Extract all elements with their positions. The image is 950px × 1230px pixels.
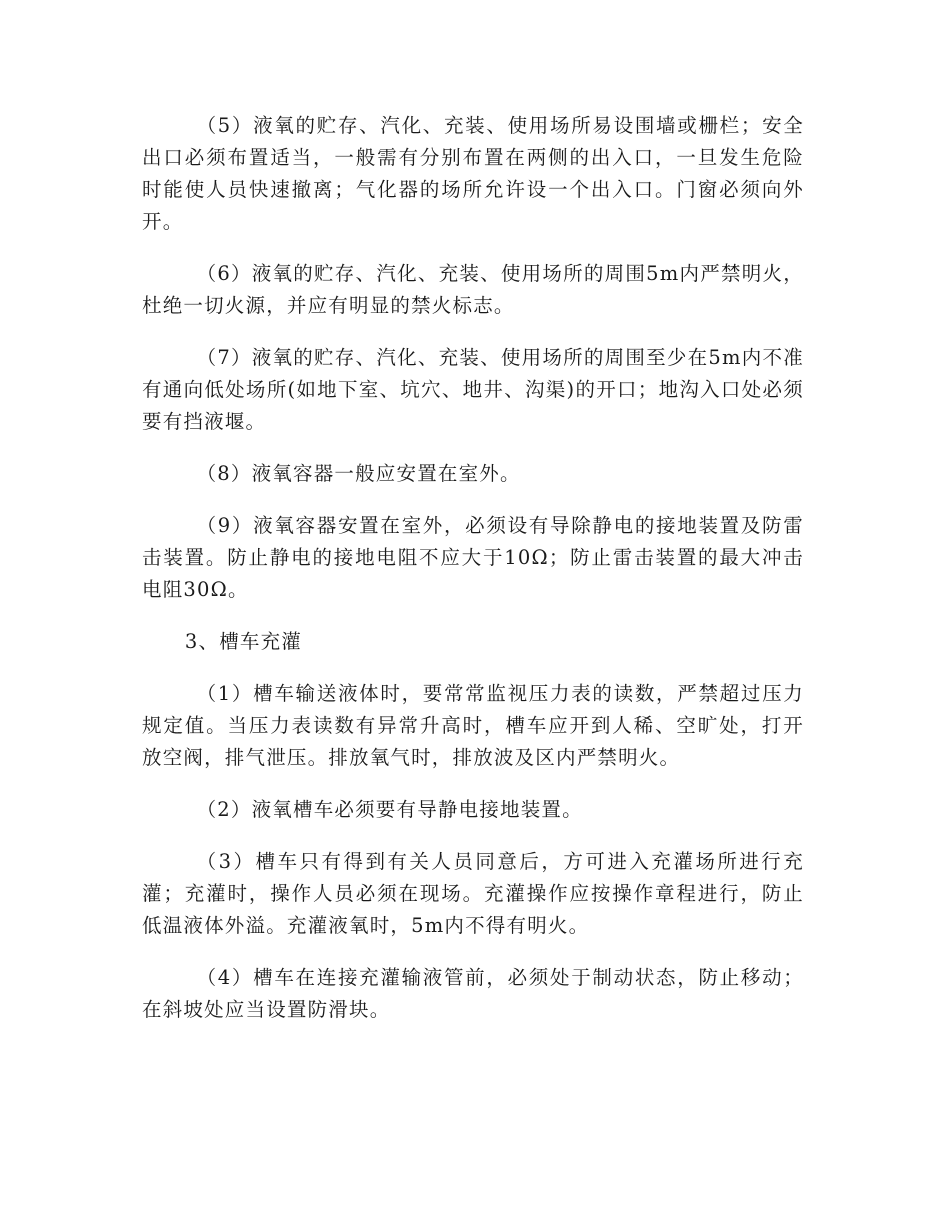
paragraph-7: （7）液氧的贮存、汽化、充装、使用场所的周围至少在5m内不准有通向低处场所(如地下室、坑穴、地井、沟渠)的开口；地沟入口处必须要有挡液堰。 bbox=[142, 346, 804, 433]
section-heading: 3、槽车充灌 bbox=[184, 630, 302, 653]
document-page bbox=[142, 110, 804, 1046]
paragraph-9: （9）液氧容器安置在室外，必须设有导除静电的接地装置及防雷击装置。防止静电的接地电阻不应大于10Ω；防止雷击装置的最大冲击电阻30Ω。 bbox=[142, 514, 804, 601]
tanker-paragraph-3: （3）槽车只有得到有关人员同意后，方可进入充灌场所进行充灌；充灌时，操作人员必须在现场。充灌操作应按操作章程进行，防止低温液体外溢。充灌液氧时，5m内不得有明火。 bbox=[142, 850, 804, 937]
paragraph-8: （8）液氧容器一般应安置在室外。 bbox=[196, 462, 521, 485]
tanker-paragraph-2: （2）液氧槽车必须要有导静电接地装置。 bbox=[196, 798, 583, 821]
paragraph-6: （6）液氧的贮存、汽化、充装、使用场所的周围5m内严禁明火，杜绝一切火源，并应有明显的禁火标志。 bbox=[142, 262, 804, 317]
tanker-paragraph-1: （1）槽车输送液体时，要常常监视压力表的读数，严禁超过压力规定值。当压力表读数有异常升高时，槽车应开到人稀、空旷处，打开放空阀，排气泄压。排放氧气时，排放波及区内严禁明火。 bbox=[142, 682, 804, 769]
paragraph-5: （5）液氧的贮存、汽化、充装、使用场所易设围墙或栅栏；安全出口必须布置适当，一般需有分别布置在两侧的出入口，一旦发生危险时能使人员快速撤离；气化器的场所允许设一个出入口。门窗必须向外开。 bbox=[142, 114, 804, 233]
tanker-paragraph-4: （4）槽车在连接充灌输液管前，必须处于制动状态，防止移动；在斜坡处应当设置防滑块。 bbox=[142, 966, 804, 1021]
